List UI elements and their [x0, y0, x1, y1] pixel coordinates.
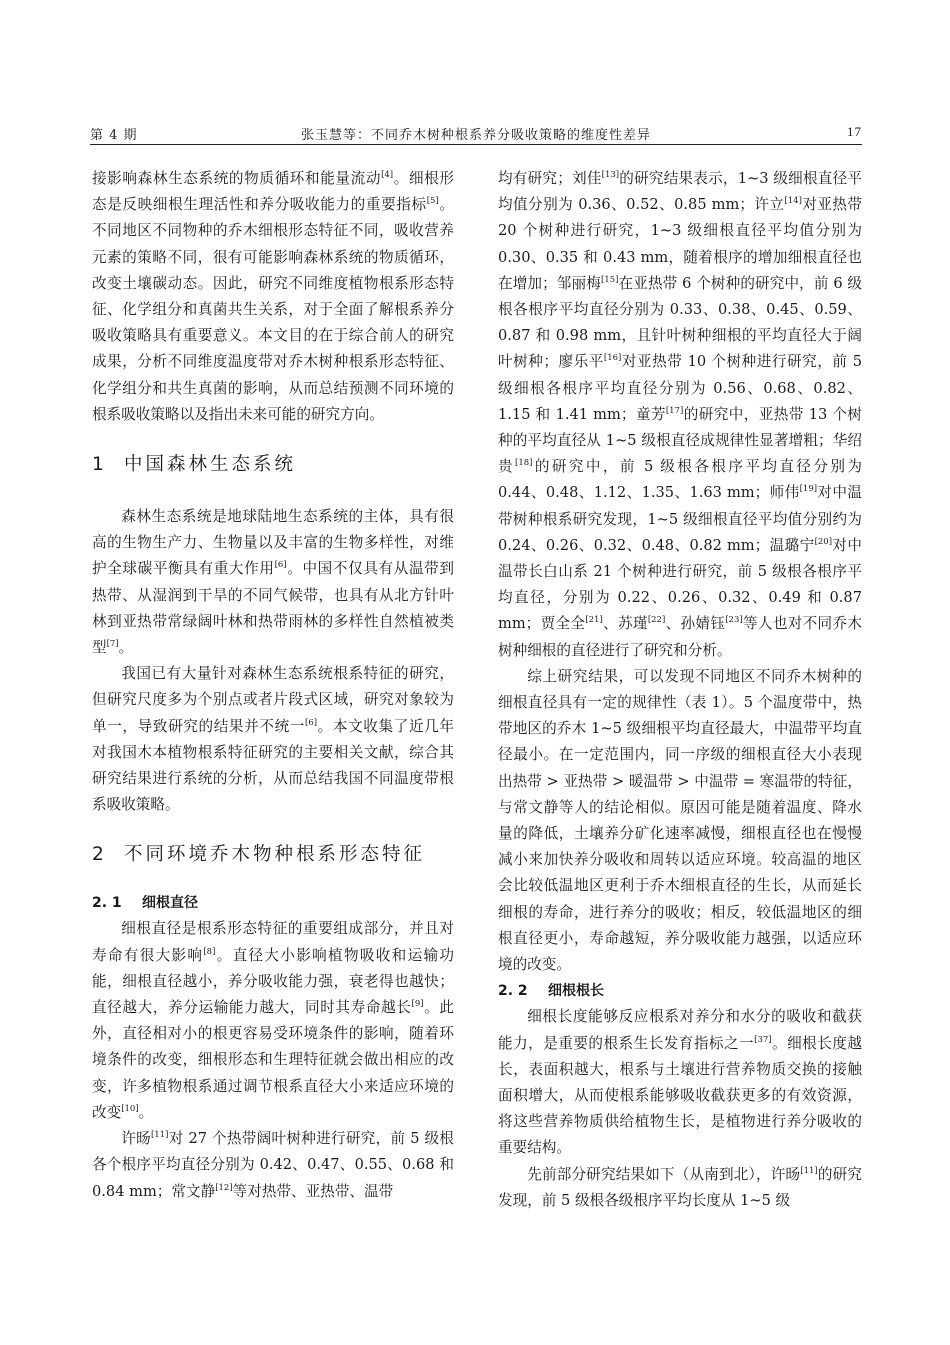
subsection-2-2-paragraph-2: 先前部分研究结果如下（从南到北），许旸[11]的研究发现，前 5 级根各级根序平均长度从 1~5 级: [498, 1165, 862, 1209]
section-2-heading: 2 不同环境乔木物种根系形态特征: [92, 844, 426, 866]
intro-paragraph: 接影响森林生态系统的物质循环和能量流动[4]。细根形态是反映细根生理活性和养分吸收能力的重要指标[5]。不同地区不同物种的乔木细根形态特征不同，吸收营养元素的策略不同，很有可能影响森林系统的物质循环，改变土壤碳动态。因此，研究不同维度植物根系形态特征、化学组分和真菌共生关系，对于全面了解根系养分吸收策略具有重要意义。本文目的在于综合前人的研究成果，分析不同维度温度带对乔木树种根系形态特征、化学组分和共生真菌的影响，从而总结预测不同环境的根系吸收策略以及指出未来可能的研究方向。: [92, 170, 454, 423]
section-1-heading: 1 中国森林生态系统: [92, 454, 297, 476]
citation: [21]: [585, 615, 603, 626]
subsection-2-2-heading: 2. 2 细根根长: [498, 983, 604, 1000]
section-1-paragraph-1: 森林生态系统是地球陆地生态系统的主体，具有很高的生物生产力、生物量以及丰富的生物多样性，对维护全球碳平衡具有重大作用[6]。中国不仅具有从温带到热带、从湿润到干旱的不同气候带，也具有从北方针叶林到亚热带常绿阔叶林和热带雨林的多样性自然植被类型[7]。: [92, 508, 454, 657]
citation: [10]: [121, 1103, 139, 1114]
citation: [6]: [274, 560, 287, 571]
citation: [11]: [800, 1165, 818, 1176]
citation: [11]: [150, 1130, 169, 1141]
running-header: [90, 122, 862, 145]
citation: [20]: [814, 536, 833, 547]
citation: [22]: [647, 615, 666, 626]
citation: [9]: [411, 999, 424, 1010]
citation: [16]: [603, 353, 622, 364]
issue-label: 第 4 期: [90, 128, 138, 143]
left-column: [92, 166, 454, 1205]
citation: [17]: [665, 405, 684, 416]
summary-paragraph: 综上研究结果，可以发现不同地区不同乔木树种的细根直径具有一定的规律性（表 1）。5 个温度带中，热带地区的乔木 1~5 级细根平均直径最大，中温带平均直径最小。在一定范围内，同一序级的细根直径大小表现出热带 > 亚热带 > 暖温带 > 中温带 = 寒温带的特征，与常文静等人的结论相似。原因可能是随着温度、降水量的降低，土壤养分矿化速率减慢，细根直径也在慢慢减小来加快养分吸收和周转以适应环境。较高温的地区会比较低温地区更利于乔木细根直径的生长，从而延长细根的寿命，进行养分的吸收；相反，较低温地区的细根直径更小，寿命越短，养分吸收能力越强，以适应环境的改变。: [498, 667, 862, 974]
page-number: 17: [847, 124, 862, 139]
right-column: [498, 166, 862, 1214]
citation: [18]: [515, 458, 533, 469]
citation: [5]: [426, 196, 439, 207]
citation: [23]: [725, 615, 743, 626]
citation: [19]: [799, 484, 818, 495]
continued-paragraph: 均有研究；刘佳[13]的研究结果表示，1~3 级细根直径平均值分别为 0.36、0.52、0.85 mm；许立[14]对亚热带 20 个树种进行研究，1~3 级细根直径平均值分别为 0.30、0.35 和 0.43 mm，随着根序的增加细根直径也在增加；邹丽梅[15]在亚热带 6 个树种的研究中，前 6 级根各根序平均直径分别为 0.33、0.38、0.45、0.59、0.87 和 0.98 mm，且针叶树种细根的平均直径大于阔叶树种；廖乐平[16]对亚热带 10 个树种进行研究，前 5 级细根各根序平均直径分别为 0.56、0.68、0.82、1.15 和 1.41 mm；童芳[17]的研究中，亚热带 13 个树种的平均直径从 1~5 级根直径成规律性显著增粗；华绍贵[18]的研究中，前 5 级根各根序平均直径分别为 0.44、0.48、1.12、1.35、1.63 mm；师伟[19]对中温带树种根系研究发现，1~5 级细根直径平均值分别约为 0.24、0.26、0.32、0.48、0.82 mm；温璐宁[20]对中温带长白山系 21 个树种进行研究，前 5 级根各根序平均直径，分别为 0.22、0.26、0.32、0.49 和 0.87 mm；贾全全[21]、苏瑾[22]、孙婧钰[23]等人也对不同乔木树种细根的直径进行了研究和分析。: [498, 170, 862, 659]
citation: [4]: [381, 170, 394, 180]
section-1-paragraph-2: 我国已有大量针对森林生态系统根系特征的研究，但研究尺度多为个别点或者片段式区域，研究对象较为单一，导致研究的结果并不统一[6]。本文收集了近几年对我国木本植物根系特征研究的主要相关文献，综合其研究结果进行系统的分析，从而总结我国不同温度带根系吸收策略。: [92, 665, 454, 814]
subsection-2-2-paragraph-1: 细根长度能够反应根系对养分和水分的吸收和截获能力，是重要的根系生长发育指标之一[37]。细根长度越长，表面积越大，根系与土壤进行营养物质交换的接触面积增大，从而使根系能够吸收截获更多的有效资源，将这些营养物质供给植物生长，是植物进行养分吸收的重要结构。: [498, 1008, 862, 1157]
citation: [7]: [106, 639, 119, 650]
citation: [12]: [215, 1182, 233, 1193]
citation: [8]: [203, 946, 216, 957]
citation: [15]: [600, 274, 619, 285]
citation: [37]: [754, 1034, 772, 1045]
citation: [13]: [601, 170, 620, 180]
running-title: 张玉慧等：不同乔木树种根系养分吸收策略的维度性差异: [300, 128, 651, 143]
subsection-2-1-paragraph-2: 许旸[11]对 27 个热带阔叶树种进行研究，前 5 级根各个根序平均直径分别为 0.42、0.47、0.55、0.68 和 0.84 mm；常文静[12]等对热带、亚热带、温带: [92, 1130, 454, 1200]
subsection-2-1-heading: 2. 1 细根直径: [92, 895, 198, 912]
citation: [6]: [305, 717, 318, 728]
citation: [14]: [784, 196, 802, 207]
subsection-2-1-paragraph-1: 细根直径是根系形态特征的重要组成部分，并且对寿命有很大影响[8]。直径大小影响植物吸收和运输功能，细根直径越小，养分吸收能力强，衰老得也越快；直径越大，养分运输能力越大，同时其寿命越长[9]。此外，直径相对小的根更容易受环境条件的影响，随着环境条件的改变，细根形态和生理特征就会做出相应的改变，许多植物根系通过调节根系直径大小来适应环境的改变[10]。: [92, 920, 454, 1121]
